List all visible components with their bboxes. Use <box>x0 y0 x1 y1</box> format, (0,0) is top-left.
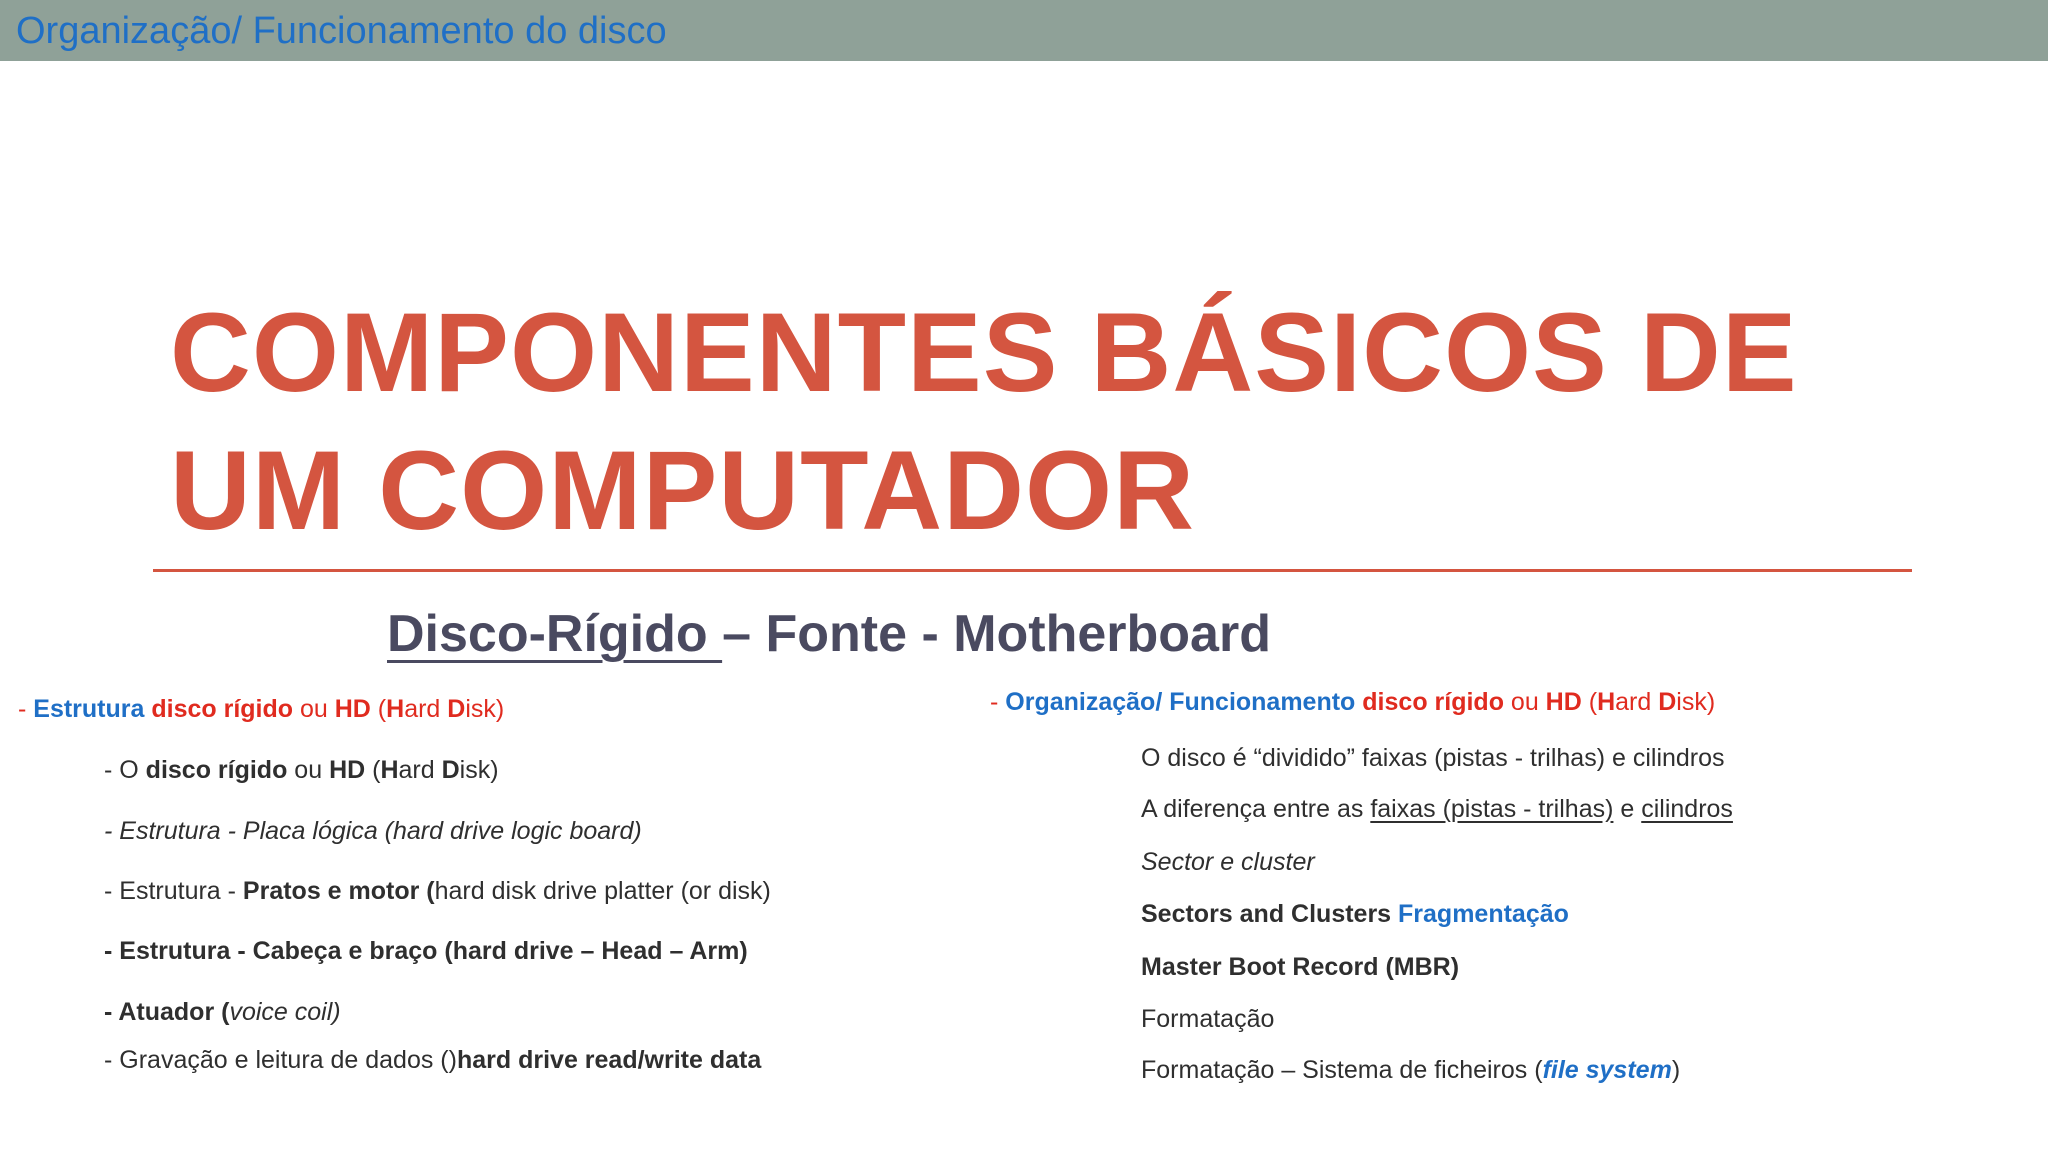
right-item-formatacao: Formatação <box>1141 1005 1275 1033</box>
left-item-atuador: - Atuador (voice coil) <box>104 998 341 1026</box>
right-item-mbr: Master Boot Record (MBR) <box>1141 953 1460 981</box>
right-heading: - Organização/ Funcionamento disco rígido ou HD (Hard Disk) <box>990 688 1716 716</box>
left-item-gravacao-leitura: - Gravação e leitura de dados ()hard drive read/write data <box>104 1046 762 1074</box>
title-divider <box>153 569 1912 572</box>
slide-title-line-2: UM COMPUTADOR <box>170 428 1196 553</box>
left-item-pratos-motor: - Estrutura - Pratos e motor (hard disk drive platter (or disk) <box>104 877 771 905</box>
slide-subtitle <box>387 604 1271 664</box>
left-item-cabeca-braco: - Estrutura - Cabeça e braço (hard drive – Head – Arm) <box>104 937 748 965</box>
top-banner <box>0 0 2048 61</box>
subtitle-rest: – Fonte - Motherboard <box>722 605 1271 663</box>
section-title: Organização/ Funcionamento do disco <box>16 10 667 52</box>
right-item-diferenca: A diferença entre as faixas (pistas - trilhas) e cilindros <box>1141 795 1733 823</box>
left-heading: - Estrutura disco rígido ou HD (Hard Disk) <box>18 695 505 723</box>
right-item-sectors-clusters: Sectors and Clusters Fragmentação <box>1141 900 1569 928</box>
subtitle-disco-rigido: Disco-Rígido <box>387 605 723 663</box>
right-item-disco-dividido: O disco é “dividido” faixas (pistas - trilhas) e cilindros <box>1141 744 1725 772</box>
right-item-sistema-ficheiros: Formatação – Sistema de ficheiros (file system) <box>1141 1056 1681 1084</box>
slide-title-line-1: COMPONENTES BÁSICOS DE <box>170 290 1798 415</box>
right-item-sector-cluster: Sector e cluster <box>1141 848 1315 876</box>
left-item-disco-rigido: - O disco rígido ou HD (Hard Disk) <box>104 756 499 784</box>
left-item-placa-logica: - Estrutura - Placa lógica (hard drive logic board) <box>104 817 642 845</box>
